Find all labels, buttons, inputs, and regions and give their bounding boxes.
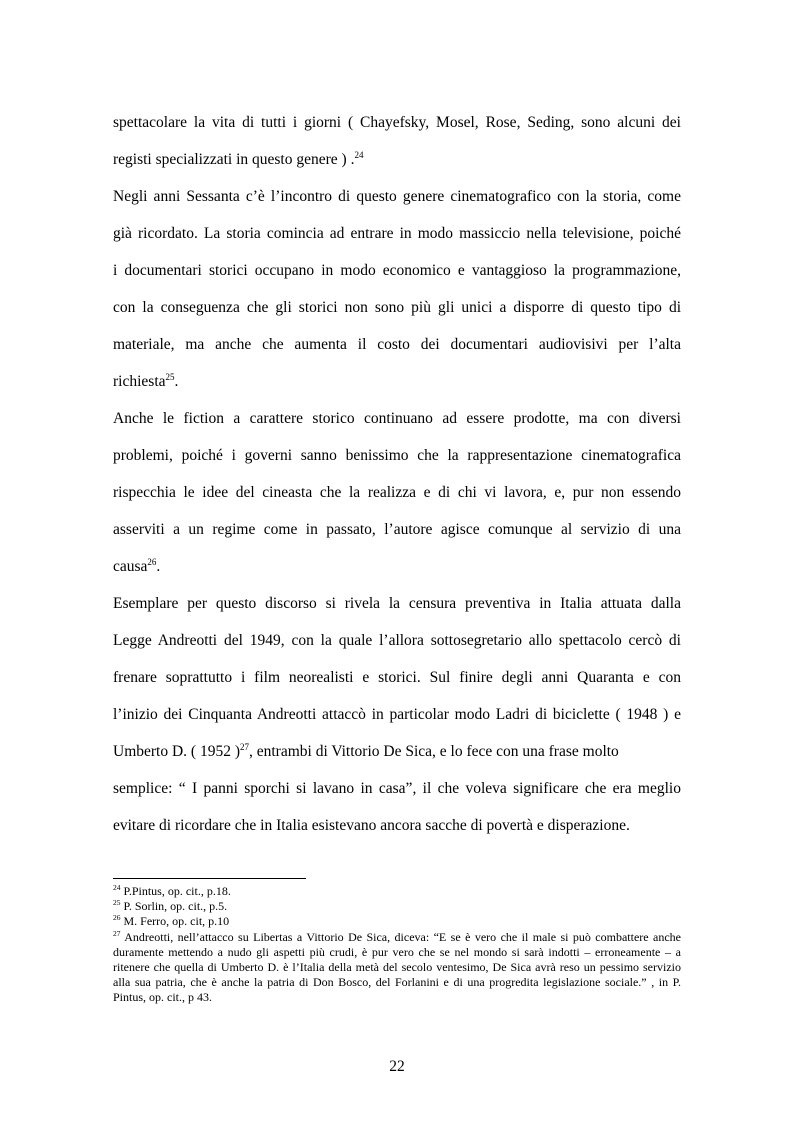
- text-line: [113, 363, 681, 400]
- text-line: rispecchia le idee del cineasta che la realizza e di chi vi lavora, e, pur non essendo: [113, 484, 681, 501]
- text-line: asserviti a un regime come in passato, l’autore agisce comunque al servizio di una: [113, 521, 681, 538]
- text-line: semplice: “ I panni sporchi si lavano in casa”, il che voleva significare che era meglio: [113, 780, 681, 797]
- footnotes: [113, 884, 681, 1006]
- text-line: i documentari storici occupano in modo economico e vantaggioso la programmazione,: [113, 262, 681, 279]
- text-line: spettacolare la vita di tutti i giorni ( Chayefsky, Mosel, Rose, Seding, sono alcuni dei: [113, 114, 681, 131]
- footnote-25: [113, 899, 681, 914]
- footnote-number: 27: [113, 928, 121, 938]
- footnote-number: 24: [113, 883, 121, 892]
- text-line: evitare di ricordare che in Italia esistevano ancora sacche di povertà e disperazione.: [113, 817, 630, 834]
- text-line: [113, 548, 681, 585]
- text-line: [113, 141, 681, 178]
- footnote-text: P.Pintus, op. cit., p.18.: [120, 884, 231, 898]
- text-run: .: [156, 558, 161, 575]
- text-line: Negli anni Sessanta c’è l’incontro di questo genere cinematografico con la storia, come: [113, 188, 681, 205]
- text-run: registi specializzati in questo genere ) .: [113, 151, 355, 168]
- text-line: [113, 733, 681, 770]
- page-number: 22: [389, 1058, 405, 1075]
- paragraph-3: [113, 400, 681, 585]
- text-line: già ricordato. La storia comincia ad entrare in modo massiccio nella televisione, poiché: [113, 225, 681, 242]
- footnote-26: [113, 914, 681, 929]
- text-run: causa: [113, 558, 148, 575]
- text-line: Anche le fiction a carattere storico continuano ad essere prodotte, ma con diversi: [113, 410, 681, 427]
- text-line: frenare soprattutto i film neorealisti e storici. Sul finire degli anni Quaranta e con: [113, 669, 681, 686]
- footnote-number: 25: [113, 898, 121, 908]
- footnote-24: [113, 884, 681, 899]
- paragraph-2: [113, 178, 681, 400]
- paragraph-1: [113, 104, 681, 178]
- footnote-number: 26: [113, 913, 121, 923]
- text-line: Esemplare per questo discorso si rivela la censura preventiva in Italia attuata dalla: [113, 595, 681, 612]
- text-line: l’inizio dei Cinquanta Andreotti attaccò in particolar modo Ladri di biciclette ( 1948 ) e: [113, 706, 681, 723]
- footnote-ref-25: 25: [165, 371, 175, 382]
- text-line: Legge Andreotti del 1949, con la quale l’allora sottosegretario allo spettacolo cercò di: [113, 632, 681, 649]
- footnote-text: M. Ferro, op. cit, p.10: [120, 914, 230, 929]
- text-run: Umberto D. ( 1952 ): [113, 743, 240, 760]
- body-text: [113, 104, 681, 844]
- text-run: .: [174, 373, 179, 390]
- text-line: con la conseguenza che gli storici non sono più gli unici a disporre di questo tipo di: [113, 299, 681, 316]
- footnote-ref-24: 24: [354, 149, 364, 160]
- text-line: problemi, poiché i governi sanno benissimo che la rappresentazione cinematografica: [113, 447, 681, 464]
- text-run: , entrambi di Vittorio De Sica, e lo fece con una frase molto: [249, 743, 619, 760]
- footnote-27: [113, 930, 681, 1006]
- paragraph-4: [113, 585, 681, 844]
- footnote-text: Andreotti, nell’attacco su Libertas a Vittorio De Sica, diceva: “E se è vero che il male si può combattere anche duramente mettendo a nudo gli aspetti più crudi, è pur vero che se nel mondo si sarà indotti – erroneamente – a ritenere che quella di Umberto D. è l’Italia della metà del secolo ventesimo, De Sica avrà reso un pessimo servizio alla sua patria, che è anche la patria di Don Bosco, del Forlanini e di una progredita legislazione sociale.” , in P. Pintus, op. cit., p 43.: [113, 929, 681, 1005]
- footnote-separator: [113, 878, 306, 879]
- footnote-ref-26: 26: [147, 556, 157, 567]
- footnote-ref-27: 27: [240, 741, 249, 752]
- text-run: richiesta: [113, 373, 166, 390]
- footnote-text: P. Sorlin, op. cit., p.5.: [120, 899, 228, 914]
- text-line: materiale, ma anche che aumenta il costo dei documentari audiovisivi per l’alta: [113, 336, 681, 353]
